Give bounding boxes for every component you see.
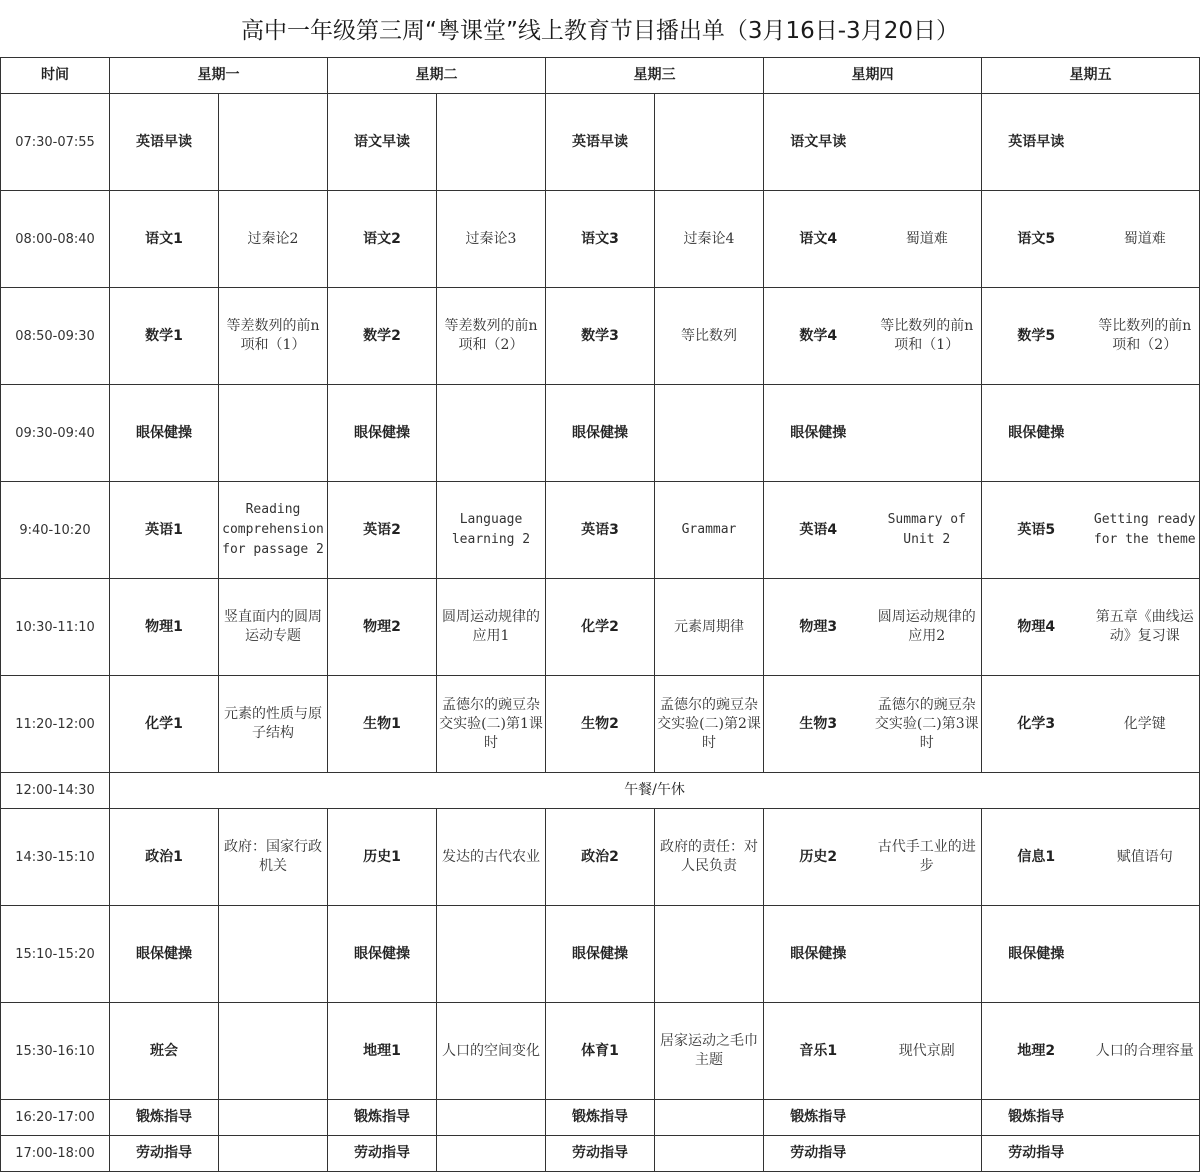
topic-cell: 蜀道难: [1091, 191, 1200, 288]
subject-cell: 英语4: [764, 482, 873, 579]
topic-cell: 第五章《曲线运动》复习课: [1091, 579, 1200, 676]
topic-cell: 竖直面内的圆周运动专题: [219, 579, 328, 676]
topic-cell: [219, 94, 328, 191]
topic-cell: 政府的责任：对人民负责: [655, 809, 764, 906]
subject-cell: 化学1: [110, 676, 219, 773]
topic-cell: 古代手工业的进步: [873, 809, 982, 906]
time-slot: 12:00-14:30: [1, 773, 110, 809]
header-day: 星期二: [328, 58, 546, 94]
topic-cell: Language learning 2: [437, 482, 546, 579]
topic-cell: [655, 906, 764, 1003]
time-slot: 07:30-07:55: [1, 94, 110, 191]
time-slot: 17:00-18:00: [1, 1136, 110, 1172]
schedule-row: [1, 385, 1200, 482]
topic-cell: [219, 906, 328, 1003]
subject-cell: 政治1: [110, 809, 219, 906]
subject-cell: 英语1: [110, 482, 219, 579]
subject-cell: 锻炼指导: [764, 1100, 873, 1136]
time-slot: 08:50-09:30: [1, 288, 110, 385]
topic-cell: [1091, 906, 1200, 1003]
topic-cell: [873, 1100, 982, 1136]
subject-cell: 眼保健操: [982, 385, 1091, 482]
subject-cell: 锻炼指导: [982, 1100, 1091, 1136]
subject-cell: 数学4: [764, 288, 873, 385]
subject-cell: 锻炼指导: [546, 1100, 655, 1136]
topic-cell: 孟德尔的豌豆杂交实验(二)第3课时: [873, 676, 982, 773]
subject-cell: 政治2: [546, 809, 655, 906]
schedule-table: [0, 57, 1200, 1172]
topic-cell: [437, 385, 546, 482]
schedule-row: [1, 906, 1200, 1003]
subject-cell: 生物2: [546, 676, 655, 773]
schedule-row: [1, 1100, 1200, 1136]
header-day: 星期一: [110, 58, 328, 94]
topic-cell: [873, 385, 982, 482]
time-slot: 9:40-10:20: [1, 482, 110, 579]
subject-cell: 语文4: [764, 191, 873, 288]
schedule-row: [1, 94, 1200, 191]
topic-cell: [655, 1100, 764, 1136]
topic-cell: Reading comprehension for passage 2: [219, 482, 328, 579]
topic-cell: [1091, 385, 1200, 482]
topic-cell: [1091, 1136, 1200, 1172]
subject-cell: 化学3: [982, 676, 1091, 773]
topic-cell: [873, 906, 982, 1003]
subject-cell: 劳动指导: [764, 1136, 873, 1172]
topic-cell: [873, 1136, 982, 1172]
subject-cell: 眼保健操: [982, 906, 1091, 1003]
subject-cell: 语文1: [110, 191, 219, 288]
schedule-row: [1, 191, 1200, 288]
subject-cell: 劳动指导: [328, 1136, 437, 1172]
subject-cell: 数学1: [110, 288, 219, 385]
subject-cell: 锻炼指导: [328, 1100, 437, 1136]
subject-cell: 语文2: [328, 191, 437, 288]
lunch-break: 午餐/午休: [110, 773, 1200, 809]
topic-cell: [437, 1100, 546, 1136]
topic-cell: 蜀道难: [873, 191, 982, 288]
schedule-row: [1, 676, 1200, 773]
subject-cell: 物理4: [982, 579, 1091, 676]
topic-cell: [437, 906, 546, 1003]
subject-cell: 历史2: [764, 809, 873, 906]
topic-cell: 元素周期律: [655, 579, 764, 676]
topic-cell: 孟德尔的豌豆杂交实验(二)第2课时: [655, 676, 764, 773]
subject-cell: 眼保健操: [546, 906, 655, 1003]
subject-cell: 英语早读: [546, 94, 655, 191]
subject-cell: 劳动指导: [110, 1136, 219, 1172]
subject-cell: 语文5: [982, 191, 1091, 288]
subject-cell: 眼保健操: [110, 906, 219, 1003]
schedule-row: [1, 1003, 1200, 1100]
topic-cell: 元素的性质与原子结构: [219, 676, 328, 773]
topic-cell: 过秦论4: [655, 191, 764, 288]
schedule-row: [1, 773, 1200, 809]
subject-cell: 数学5: [982, 288, 1091, 385]
subject-cell: 信息1: [982, 809, 1091, 906]
subject-cell: 眼保健操: [764, 906, 873, 1003]
schedule-row: [1, 1136, 1200, 1172]
topic-cell: [437, 1136, 546, 1172]
topic-cell: [655, 94, 764, 191]
header-day: 星期五: [982, 58, 1200, 94]
topic-cell: [437, 94, 546, 191]
time-slot: 09:30-09:40: [1, 385, 110, 482]
topic-cell: 居家运动之毛巾主题: [655, 1003, 764, 1100]
time-slot: 08:00-08:40: [1, 191, 110, 288]
topic-cell: [219, 1003, 328, 1100]
topic-cell: 等比数列: [655, 288, 764, 385]
time-slot: 10:30-11:10: [1, 579, 110, 676]
topic-cell: 过秦论3: [437, 191, 546, 288]
subject-cell: 化学2: [546, 579, 655, 676]
topic-cell: [655, 1136, 764, 1172]
topic-cell: Summary of Unit 2: [873, 482, 982, 579]
subject-cell: 体育1: [546, 1003, 655, 1100]
header-day: 星期四: [764, 58, 982, 94]
subject-cell: 班会: [110, 1003, 219, 1100]
header-row: [1, 58, 1200, 94]
topic-cell: 圆周运动规律的应用2: [873, 579, 982, 676]
subject-cell: 生物3: [764, 676, 873, 773]
topic-cell: [219, 1100, 328, 1136]
topic-cell: [219, 1136, 328, 1172]
subject-cell: 锻炼指导: [110, 1100, 219, 1136]
subject-cell: 音乐1: [764, 1003, 873, 1100]
topic-cell: [1091, 94, 1200, 191]
topic-cell: 等比数列的前n项和（1）: [873, 288, 982, 385]
subject-cell: 语文早读: [328, 94, 437, 191]
topic-cell: 孟德尔的豌豆杂交实验(二)第1课时: [437, 676, 546, 773]
subject-cell: 英语5: [982, 482, 1091, 579]
subject-cell: 数学3: [546, 288, 655, 385]
topic-cell: [655, 385, 764, 482]
topic-cell: 发达的古代农业: [437, 809, 546, 906]
topic-cell: 等差数列的前n项和（1）: [219, 288, 328, 385]
topic-cell: 化学键: [1091, 676, 1200, 773]
time-slot: 16:20-17:00: [1, 1100, 110, 1136]
subject-cell: 数学2: [328, 288, 437, 385]
topic-cell: 现代京剧: [873, 1003, 982, 1100]
topic-cell: 过秦论2: [219, 191, 328, 288]
subject-cell: 地理2: [982, 1003, 1091, 1100]
subject-cell: 物理2: [328, 579, 437, 676]
schedule-row: [1, 482, 1200, 579]
schedule-row: [1, 579, 1200, 676]
time-slot: 15:10-15:20: [1, 906, 110, 1003]
header-time: 时间: [1, 58, 110, 94]
subject-cell: 物理1: [110, 579, 219, 676]
topic-cell: [1091, 1100, 1200, 1136]
subject-cell: 生物1: [328, 676, 437, 773]
subject-cell: 劳动指导: [982, 1136, 1091, 1172]
subject-cell: 英语3: [546, 482, 655, 579]
topic-cell: [219, 385, 328, 482]
subject-cell: 眼保健操: [328, 385, 437, 482]
subject-cell: 英语早读: [982, 94, 1091, 191]
subject-cell: 地理1: [328, 1003, 437, 1100]
topic-cell: 圆周运动规律的应用1: [437, 579, 546, 676]
schedule-body: [1, 58, 1200, 1172]
schedule-row: [1, 809, 1200, 906]
topic-cell: 赋值语句: [1091, 809, 1200, 906]
time-slot: 15:30-16:10: [1, 1003, 110, 1100]
header-day: 星期三: [546, 58, 764, 94]
subject-cell: 英语2: [328, 482, 437, 579]
time-slot: 11:20-12:00: [1, 676, 110, 773]
topic-cell: 等差数列的前n项和（2）: [437, 288, 546, 385]
subject-cell: 历史1: [328, 809, 437, 906]
subject-cell: 物理3: [764, 579, 873, 676]
subject-cell: 劳动指导: [546, 1136, 655, 1172]
subject-cell: 眼保健操: [328, 906, 437, 1003]
topic-cell: 政府：国家行政机关: [219, 809, 328, 906]
page-title: 高中一年级第三周“粤课堂”线上教育节目播出单（3月16日-3月20日）: [241, 18, 959, 44]
subject-cell: 语文早读: [764, 94, 873, 191]
schedule-row: [1, 288, 1200, 385]
topic-cell: 人口的合理容量: [1091, 1003, 1200, 1100]
subject-cell: 眼保健操: [546, 385, 655, 482]
topic-cell: 人口的空间变化: [437, 1003, 546, 1100]
subject-cell: 眼保健操: [110, 385, 219, 482]
topic-cell: [873, 94, 982, 191]
topic-cell: 等比数列的前n项和（2）: [1091, 288, 1200, 385]
topic-cell: Grammar: [655, 482, 764, 579]
subject-cell: 语文3: [546, 191, 655, 288]
time-slot: 14:30-15:10: [1, 809, 110, 906]
subject-cell: 英语早读: [110, 94, 219, 191]
topic-cell: Getting ready for the theme: [1091, 482, 1200, 579]
subject-cell: 眼保健操: [764, 385, 873, 482]
